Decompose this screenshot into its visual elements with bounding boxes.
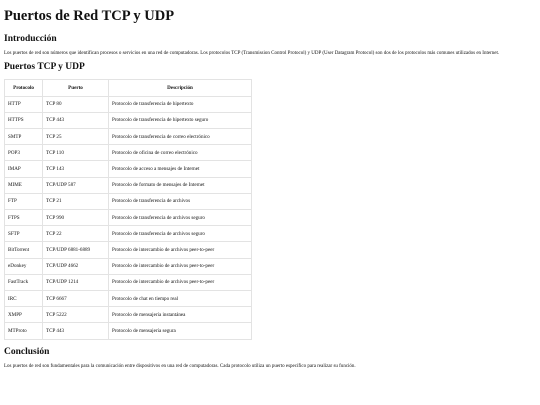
cell-protocol: SFTP [5,226,43,242]
cell-port: TCP 443 [43,112,109,128]
cell-protocol: FTPS [5,210,43,226]
intro-heading: Introducción [4,34,57,44]
cell-port: TCP 443 [43,323,109,339]
cell-port: TCP 22 [43,226,109,242]
table-row [5,177,252,193]
table-row [5,290,252,306]
cell-description: Protocolo de acceso a mensajes de Internet [109,161,252,177]
cell-port: TCP/UDP 4662 [43,258,109,274]
cell-description: Protocolo de mensajería segura [109,323,252,339]
table-row [5,145,252,161]
table-row [5,193,252,209]
cell-description: Protocolo de intercambio de archivos peer-to-peer [109,258,252,274]
table-row [5,242,252,258]
cell-port: TCP/UDP 6881-6889 [43,242,109,258]
cell-description: Protocolo de formato de mensajes de Internet [109,177,252,193]
cell-port: TCP 21 [43,193,109,209]
cell-protocol: POP3 [5,145,43,161]
cell-protocol: BitTorrent [5,242,43,258]
conclusion-heading: Conclusión [4,346,50,357]
cell-protocol: eDonkey [5,258,43,274]
cell-description: Protocolo de transferencia de archivos seguro [109,210,252,226]
cell-description: Protocolo de intercambio de archivos peer-to-peer [109,242,252,258]
column-header-port: Puerto [43,80,109,97]
cell-protocol: HTTP [5,96,43,112]
table-row [5,323,252,339]
table-row [5,274,252,290]
column-header-protocol: Protocolo [5,80,43,97]
cell-protocol: MIME [5,177,43,193]
cell-description: Protocolo de transferencia de hipertexto seguro [109,112,252,128]
table-header-row [5,80,252,97]
cell-description: Protocolo de transferencia de archivos seguro [109,226,252,242]
cell-description: Protocolo de mensajería instantánea [109,307,252,323]
cell-port: TCP 143 [43,161,109,177]
cell-port: TCP 990 [43,210,109,226]
table-row [5,258,252,274]
column-header-description: Descripción [109,80,252,97]
cell-description: Protocolo de chat en tiempo real [109,290,252,306]
cell-description: Protocolo de transferencia de correo electrónico [109,129,252,145]
cell-protocol: HTTPS [5,112,43,128]
cell-description: Protocolo de intercambio de archivos peer-to-peer [109,274,252,290]
cell-port: TCP 5222 [43,307,109,323]
cell-port: TCP/UDP 1214 [43,274,109,290]
intro-paragraph: Los puertos de red son números que identifican procesos o servicios en una red de computadoras. Los protocolos TCP (Transmission Control Protocol) y UDP (User Datagram Protocol) son dos de los protocolos más comunes utilizados en Internet. [4,51,500,56]
conclusion-paragraph: Los puertos de red son fundamentales para la comunicación entre dispositivos en una red de computadoras. Cada protocolo utiliza un puerto específico para realizar su función. [4,363,356,369]
table-row [5,210,252,226]
table-body [5,96,252,339]
cell-port: TCP 25 [43,129,109,145]
cell-description: Protocolo de oficina de correo electrónico [109,145,252,161]
cell-protocol: IMAP [5,161,43,177]
table-row [5,96,252,112]
cell-description: Protocolo de transferencia de hipertexto [109,96,252,112]
cell-protocol: FastTrack [5,274,43,290]
table-row [5,161,252,177]
cell-protocol: XMPP [5,307,43,323]
table-row [5,129,252,145]
cell-port: TCP/UDP 587 [43,177,109,193]
page-title: Puertos de Red TCP y UDP [4,8,175,24]
cell-protocol: IRC [5,290,43,306]
table-row [5,307,252,323]
cell-port: TCP 110 [43,145,109,161]
cell-protocol: SMTP [5,129,43,145]
cell-port: TCP 6667 [43,290,109,306]
ports-heading: Puertos TCP y UDP [4,62,85,73]
cell-description: Protocolo de transferencia de archivos [109,193,252,209]
cell-protocol: FTP [5,193,43,209]
cell-port: TCP 80 [43,96,109,112]
ports-table [4,79,252,339]
table-row [5,226,252,242]
table-row [5,112,252,128]
cell-protocol: MTProto [5,323,43,339]
